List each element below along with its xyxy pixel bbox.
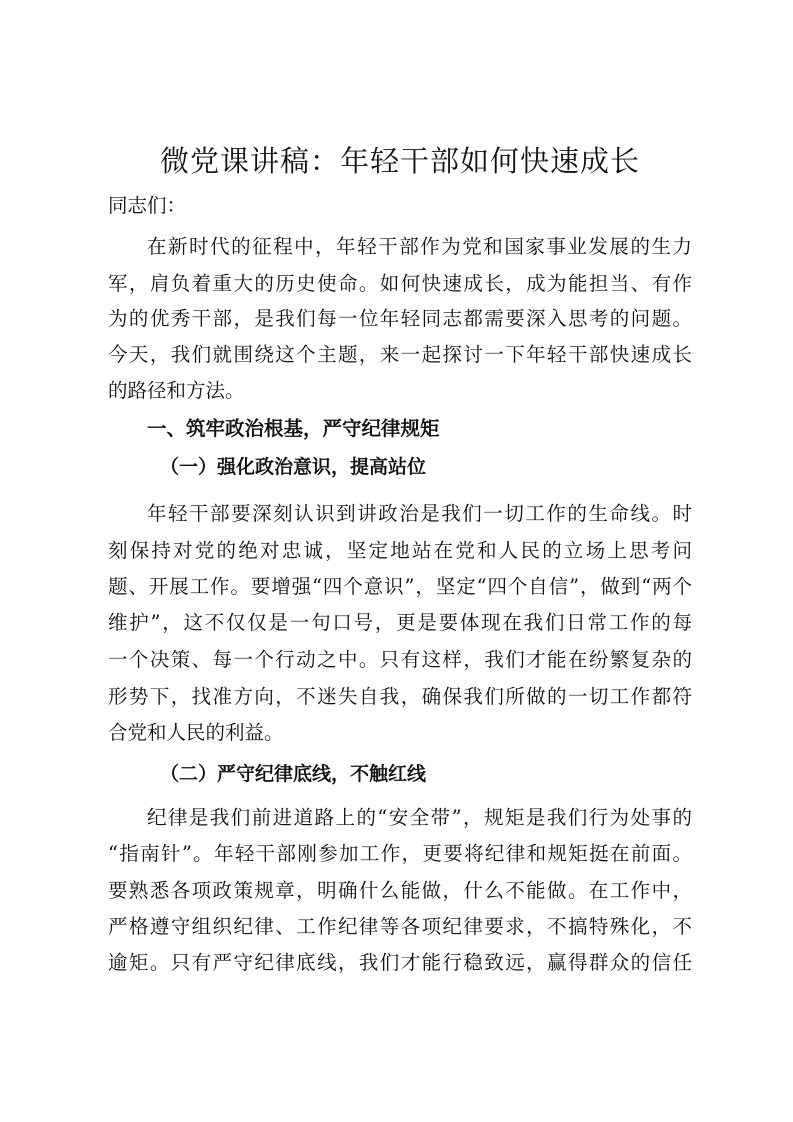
greeting: 同志们： — [108, 194, 187, 217]
intro-line: 军，肩负着重大的历史使命。如何快速成长，成为能担当、有作 — [108, 272, 692, 295]
paragraph-line: 纪律是我们前进道路上的“安全带”，规矩是我们行为处事的 — [147, 806, 692, 829]
paragraph-line: 一个决策、每一个行动之中。只有这样，我们才能在纷繁复杂的 — [108, 648, 692, 671]
intro-line: 的路径和方法。 — [108, 379, 245, 402]
paragraph-line: 形势下，找准方向，不迷失自我，确保我们所做的一切工作都符 — [108, 685, 692, 708]
intro-line: 今天，我们就围绕这个主题，来一起探讨一下年轻干部快速成长 — [108, 343, 692, 366]
paragraph-line: “指南针”。年轻干部刚参加工作，更要将纪律和规矩挺在前面。 — [108, 842, 692, 865]
paragraph-line: 年轻干部要深刻认识到讲政治是我们一切工作的生命线。时 — [147, 502, 692, 525]
subsection-heading: （一）强化政治意识，提高站位 — [160, 456, 427, 478]
paragraph-line: 逾矩。只有严守纪律底线，我们才能行稳致远，赢得群众的信任 — [108, 951, 692, 974]
paragraph-line: 维护”，这不仅仅是一句口号，更是要体现在我们日常工作的每 — [108, 611, 692, 634]
paragraph-line: 要熟悉各项政策规章，明确什么能做，什么不能做。在工作中， — [108, 879, 692, 902]
subsection-heading: （二）严守纪律底线，不触红线 — [160, 763, 427, 785]
section-heading: 一、筑牢政治根基，严守纪律规矩 — [147, 417, 440, 440]
paragraph-line: 严格遵守组织纪律、工作纪律等各项纪律要求，不搞特殊化，不 — [108, 915, 692, 938]
paragraph-line: 题、开展工作。要增强“四个意识”，坚定“四个自信”，做到“两个 — [108, 575, 692, 598]
document-title: 微党课讲稿：年轻干部如何快速成长 — [159, 144, 640, 178]
paragraph-line: 刻保持对党的绝对忠诚，坚定地站在党和人民的立场上思考问 — [108, 539, 692, 562]
intro-line: 为的优秀干部，是我们每一位年轻同志都需要深入思考的问题。 — [108, 307, 692, 330]
intro-line: 在新时代的征程中，年轻干部作为党和国家事业发展的生力 — [147, 235, 692, 258]
paragraph-line: 合党和人民的利益。 — [108, 721, 284, 744]
